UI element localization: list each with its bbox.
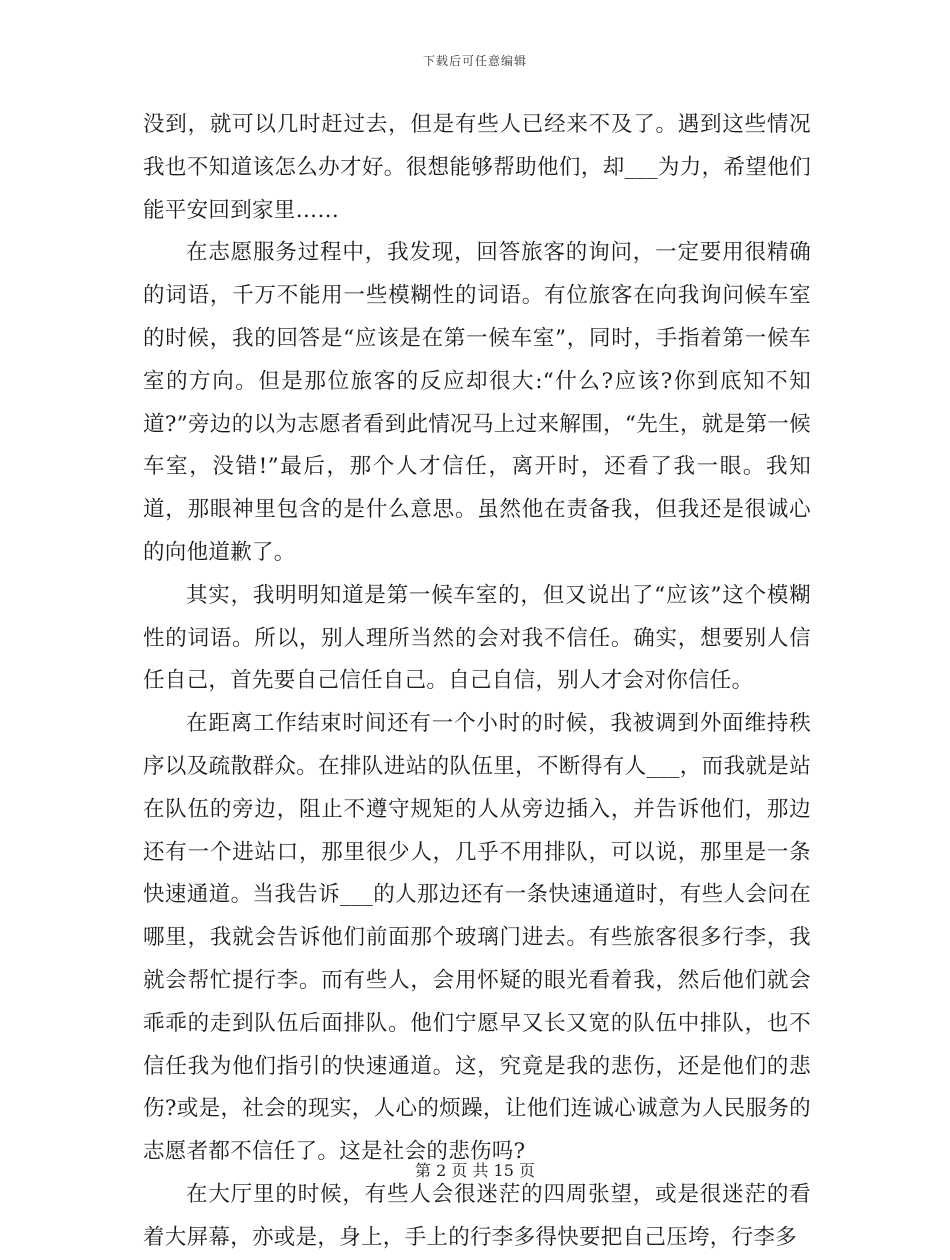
paragraph-2: 在志愿服务过程中，我发现，回答旅客的询问，一定要用很精确的词语，千万不能用一些模糊性的词语。有位旅客在向我询问候车室的时候，我的回答是“应该是在第一候车室”，同时，手指着第一候车室的方向。但是那位旅客的反应却很大:“什么?应该?你到底知不知道?”旁边的以为志愿者看到此情况马上过来解围，“先生，就是第一候车室，没错!”最后，那个人才信任，离开时，还看了我一眼。我知道，那眼神里包含的是什么意思。虽然他在责备我，但我还是很诚心的向他道歉了。: [143, 240, 811, 565]
document-body: [143, 104, 811, 1260]
paragraph-1: 没到，就可以几时赶过去，但是有些人已经来不及了。遇到这些情况我也不知道该怎么办才好。很想能够帮助他们，却___为力，希望他们能平安回到家里……: [143, 112, 811, 223]
paragraph-5: 在大厅里的时候，有些人会很迷茫的四周张望，或是很迷茫的看着大屏幕，亦或是，身上，手上的行李多得快要把自己压垮，行李多: [143, 1181, 811, 1250]
paragraph-4: 在距离工作结束时间还有一个小时的时候，我被调到外面维持秩序以及疏散群众。在排队进站的队伍里，不断得有人___，而我就是站在队伍的旁边，阻止不遵守规矩的人从旁边插入，并告诉他们，那边还有一个进站口，那里很少人，几乎不用排队，可以说，那里是一条快速通道。当我告诉___的人那边还有一条快速通道时，有些人会问在哪里，我就会告诉他们前面那个玻璃门进去。有些旅客很多行李，我就会帮忙提行李。而有些人，会用怀疑的眼光看着我，然后他们就会乖乖的走到队伍后面排队。他们宁愿早又长又宽的队伍中排队，也不信任我为他们指引的快速通道。这，究竟是我的悲伤，还是他们的悲伤?或是，社会的现实，人心的烦躁，让他们连诚心诚意为人民服务的志愿者都不信任了。这是社会的悲伤吗?: [143, 711, 811, 1165]
page-header-note: 下载后可任意编辑: [422, 54, 527, 68]
page-number: 第 2 页 共 15 页: [415, 1161, 535, 1180]
paragraph-3: 其实，我明明知道是第一候车室的，但又说出了“应该”这个模糊性的词语。所以，别人理所当然的会对我不信任。确实，想要别人信任自己，首先要自己信任自己。自己自信，别人才会对你信任。: [143, 582, 811, 694]
